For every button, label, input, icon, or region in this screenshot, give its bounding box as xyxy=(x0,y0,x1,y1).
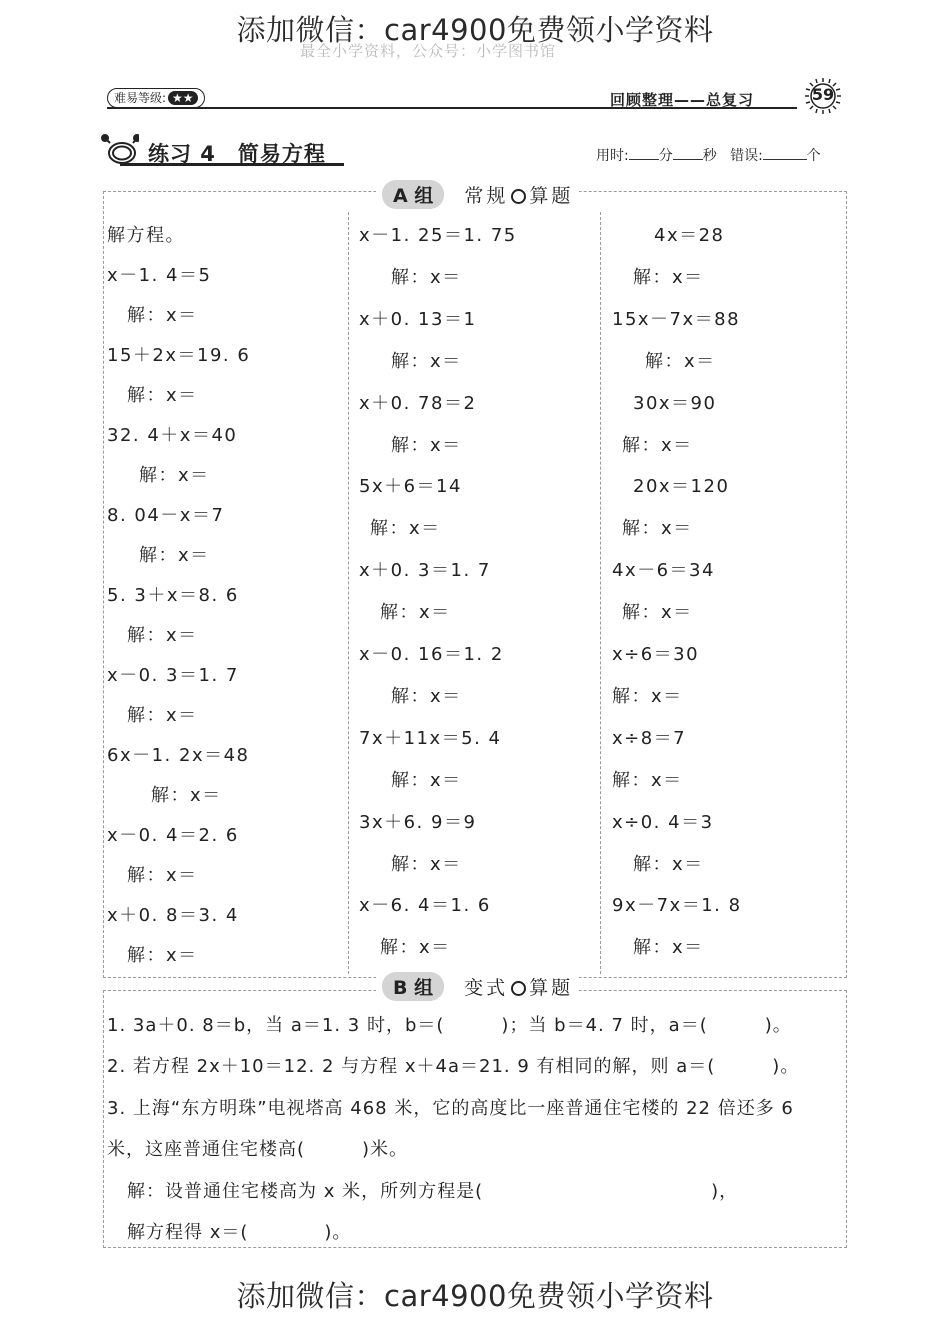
equation: x÷8＝7 xyxy=(612,727,687,749)
equation: x－0. 3＝1. 7 xyxy=(107,665,239,686)
problem-line: 米，这座普通住宅楼高( )米。 xyxy=(107,1139,409,1160)
group-a-name xyxy=(464,181,573,208)
answer-line[interactable]: 解：x＝ xyxy=(391,266,462,288)
equation: 5. 3＋x＝8. 6 xyxy=(107,585,239,606)
equation: 4x＝28 xyxy=(654,225,725,246)
group-a-header xyxy=(376,179,579,209)
group-b-header xyxy=(376,971,579,1001)
equation: x－0. 4＝2. 6 xyxy=(107,825,239,846)
seconds-blank[interactable] xyxy=(673,145,703,160)
minutes-blank[interactable] xyxy=(629,145,659,160)
answer-line[interactable]: 解：x＝ xyxy=(391,853,462,875)
section-title: 回顾整理——总复习 xyxy=(610,91,755,109)
timer-used-label: 用时: xyxy=(596,148,629,164)
column-divider-2 xyxy=(600,212,601,974)
answer-line[interactable]: 解：x＝ xyxy=(633,266,704,288)
answer-line[interactable]: 解：x＝ xyxy=(127,385,198,406)
circle-icon xyxy=(511,189,526,204)
equation: 15＋2x＝19. 6 xyxy=(107,345,251,366)
exercise-title: 练习 4 简易方程 xyxy=(148,142,326,166)
answer-line[interactable]: 解：x＝ xyxy=(612,685,683,707)
answer-line[interactable]: 解：x＝ xyxy=(380,937,451,959)
group-b-name xyxy=(464,973,573,1000)
equation: x＋0. 78＝2 xyxy=(359,392,477,414)
answer-line[interactable]: 解：x＝ xyxy=(127,305,198,326)
group-a-badge: A 组 xyxy=(382,180,444,209)
answer-line[interactable]: 解：x＝ xyxy=(633,937,704,959)
equation: x÷6＝30 xyxy=(612,644,700,665)
equation: 4x－6＝34 xyxy=(612,560,715,582)
timer-min-label: 分 xyxy=(658,148,673,164)
answer-line[interactable]: 解：x＝ xyxy=(127,865,198,886)
group-a-name-a: 常规 xyxy=(464,184,509,207)
ghost-text: 最全小学资料，公众号：小学图书馆 xyxy=(300,42,557,60)
equation: x÷0. 4＝3 xyxy=(612,811,714,833)
problem-line: 3. 上海“东方明珠”电视塔高 468 米，它的高度比一座普通住宅楼的 22 倍还多 6 xyxy=(107,1098,794,1119)
equation: x－1. 25＝1. 75 xyxy=(359,225,517,246)
answer-line[interactable]: 解：x＝ xyxy=(622,602,693,624)
answer-line[interactable]: 解：x＝ xyxy=(127,705,198,726)
answer-line[interactable]: 解：x＝ xyxy=(127,625,198,646)
answer-line[interactable]: 解：x＝ xyxy=(151,785,222,806)
timer-sec-label: 秒 xyxy=(702,148,717,164)
equation: x＋0. 8＝3. 4 xyxy=(107,905,239,926)
equation: 20x＝120 xyxy=(633,476,730,498)
instruction-text: 解方程。 xyxy=(107,225,185,246)
equation: 32. 4＋x＝40 xyxy=(107,425,238,446)
difficulty-stars: ★★ xyxy=(168,91,198,105)
answer-line[interactable]: 解：x＝ xyxy=(370,518,441,540)
answer-line[interactable]: 解：x＝ xyxy=(380,602,451,624)
problem-line: 1. 3a＋0. 8＝b，当 a＝1. 3 时，b＝( )；当 b＝4. 7 时，a＝( )。 xyxy=(107,1015,792,1036)
equation: x－1. 4＝5 xyxy=(107,265,212,286)
timer-unit-label: 个 xyxy=(806,148,821,164)
answer-line[interactable]: 解：x＝ xyxy=(622,518,693,540)
answer-line[interactable]: 解：x＝ xyxy=(391,434,462,456)
answer-line[interactable]: 解：x＝ xyxy=(391,685,462,707)
group-b-name-b: 算题 xyxy=(529,976,574,999)
equation: 3x＋6. 9＝9 xyxy=(359,811,477,833)
group-b-name-a: 变式 xyxy=(464,976,509,999)
answer-line[interactable]: 解：x＝ xyxy=(612,769,683,791)
problem-line: 2. 若方程 2x＋10＝12. 2 与方程 x＋4a＝21. 9 有相同的解，则 a＝( )。 xyxy=(107,1056,800,1077)
equation: 6x－1. 2x＝48 xyxy=(107,745,250,766)
difficulty-label: 难易等级: xyxy=(114,91,167,105)
problem-line: 解方程得 x＝( )。 xyxy=(127,1222,352,1243)
answer-line[interactable]: 解：x＝ xyxy=(139,545,210,566)
answer-line[interactable]: 解：x＝ xyxy=(633,853,704,875)
equation: x＋0. 3＝1. 7 xyxy=(359,560,491,582)
equation: 7x＋11x＝5. 4 xyxy=(359,727,502,749)
answer-line[interactable]: 解：x＝ xyxy=(645,350,716,372)
equation: 8. 04－x＝7 xyxy=(107,505,225,526)
timer-row xyxy=(596,145,821,165)
equation: 9x－7x＝1. 8 xyxy=(612,895,742,917)
watermark-top: 添加微信：car4900免费领小学资料 xyxy=(236,13,714,47)
equation: x－6. 4＝1. 6 xyxy=(359,895,491,917)
answer-line[interactable]: 解：x＝ xyxy=(622,434,693,456)
watermark-bottom: 添加微信：car4900免费领小学资料 xyxy=(236,1279,714,1313)
answer-line[interactable]: 解：x＝ xyxy=(391,769,462,791)
equation: 15x－7x＝88 xyxy=(612,308,741,330)
equation: x＋0. 13＝1 xyxy=(359,308,477,330)
group-b-badge: B 组 xyxy=(382,972,444,1001)
timer-errors-label: 错误: xyxy=(730,148,763,164)
page-number: 59 xyxy=(811,85,835,104)
answer-line[interactable]: 解：x＝ xyxy=(127,945,198,966)
equation: x－0. 16＝1. 2 xyxy=(359,644,504,665)
answer-line[interactable]: 解：x＝ xyxy=(139,465,210,486)
difficulty-badge xyxy=(107,88,205,108)
errors-blank[interactable] xyxy=(763,145,807,160)
equation: 5x＋6＝14 xyxy=(359,476,462,498)
equation: 30x＝90 xyxy=(633,392,717,414)
problem-line: 解：设普通住宅楼高为 x 米，所列方程是( )， xyxy=(127,1181,739,1202)
circle-icon xyxy=(511,981,526,996)
group-a-name-b: 算题 xyxy=(529,184,574,207)
column-divider-1 xyxy=(348,212,349,974)
answer-line[interactable]: 解：x＝ xyxy=(391,350,462,372)
